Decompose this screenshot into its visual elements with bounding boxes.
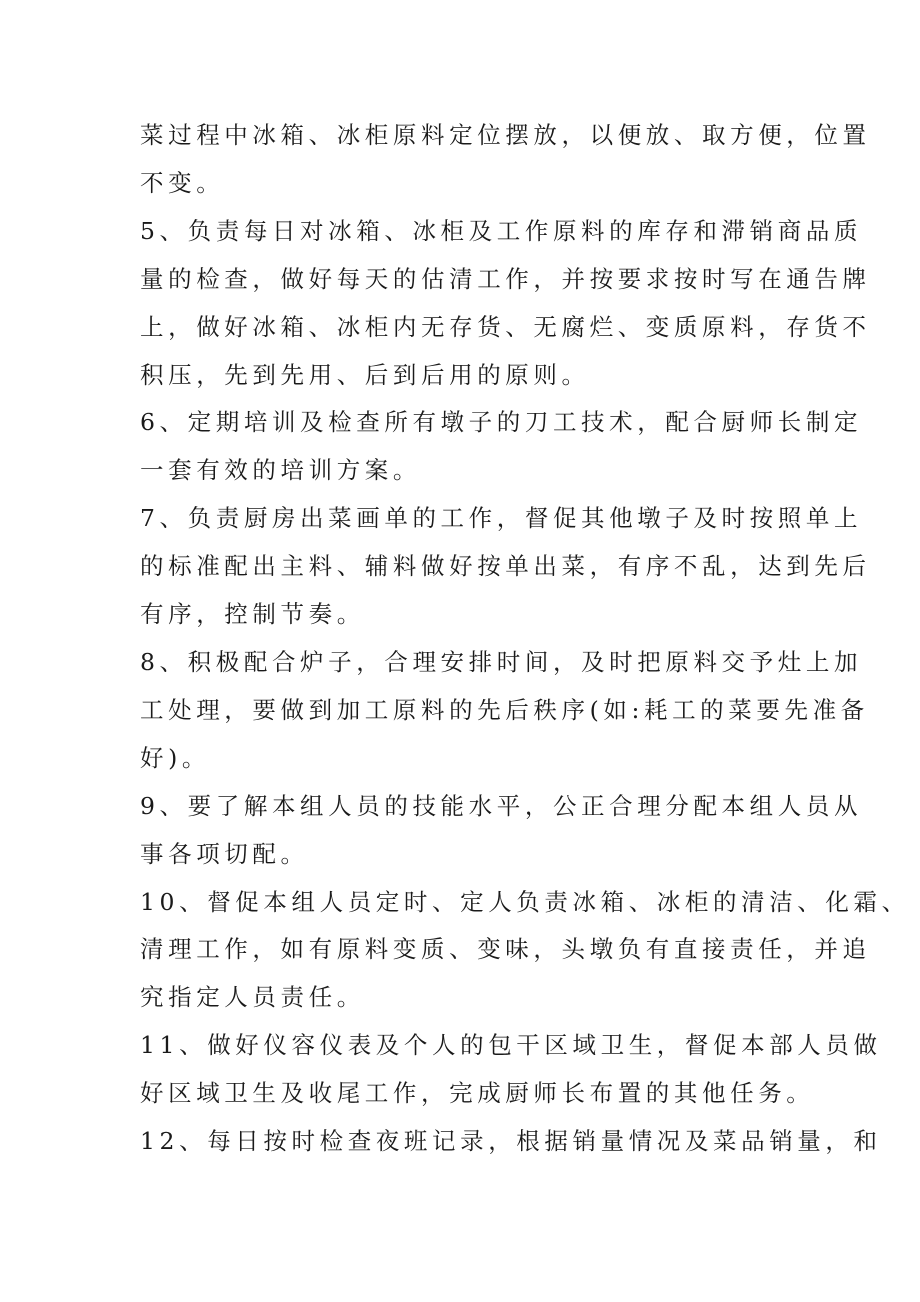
text-line: 工处理，要做到加工原料的先后秩序(如:耗工的菜要先准备 bbox=[140, 695, 869, 724]
paragraph-item-5 bbox=[140, 208, 871, 400]
text-line: 11、做好仪容仪表及个人的包干区域卫生，督促本部人员做 bbox=[140, 1031, 882, 1060]
text-line: 好区域卫生及收尾工作，完成厨师长布置的其他任务。 bbox=[140, 1079, 815, 1108]
text-line: 有序，控制节奏。 bbox=[140, 600, 365, 629]
text-line: 积压，先到先用、后到后用的原则。 bbox=[140, 360, 590, 389]
paragraph-item-11 bbox=[140, 1022, 882, 1118]
paragraph-item-10 bbox=[140, 879, 910, 1023]
text-line: 究指定人员责任。 bbox=[140, 983, 365, 1012]
text-line: 事各项切配。 bbox=[140, 839, 309, 868]
paragraph-item-8 bbox=[140, 639, 869, 783]
text-line: 好)。 bbox=[140, 743, 210, 772]
text-line: 10、督促本组人员定时、定人负责冰箱、冰柜的清洁、化霜、 bbox=[140, 887, 910, 916]
text-line: 9、要了解本组人员的技能水平，公正合理分配本组人员从 bbox=[140, 791, 863, 820]
document-body bbox=[140, 112, 910, 1166]
text-line: 7、负责厨房出菜画单的工作，督促其他墩子及时按照单上 bbox=[140, 504, 863, 533]
text-line: 量的检查，做好每天的估清工作，并按要求按时写在通告牌 bbox=[140, 264, 871, 293]
paragraph-item-9 bbox=[140, 783, 863, 879]
text-line: 一套有效的培训方案。 bbox=[140, 456, 421, 485]
text-line: 5、负责每日对冰箱、冰柜及工作原料的库存和滞销商品质 bbox=[140, 216, 863, 245]
paragraph-continuation bbox=[140, 112, 871, 208]
paragraph-item-7 bbox=[140, 495, 871, 639]
paragraph-item-12 bbox=[140, 1118, 882, 1166]
paragraph-item-6 bbox=[140, 399, 863, 495]
text-line: 8、积极配合炉子，合理安排时间，及时把原料交予灶上加 bbox=[140, 647, 863, 676]
text-line: 上，做好冰箱、冰柜内无存货、无腐烂、变质原料，存货不 bbox=[140, 312, 871, 341]
text-line: 菜过程中冰箱、冰柜原料定位摆放，以便放、取方便，位置 bbox=[140, 121, 871, 149]
text-line: 6、定期培训及检查所有墩子的刀工技术，配合厨师长制定 bbox=[140, 408, 863, 437]
text-line: 清理工作，如有原料变质、变味，头墩负有直接责任，并追 bbox=[140, 935, 871, 964]
text-line: 的标准配出主料、辅料做好按单出菜，有序不乱，达到先后 bbox=[140, 552, 871, 581]
text-line: 不变。 bbox=[140, 168, 225, 197]
text-line: 12、每日按时检查夜班记录，根据销量情况及菜品销量，和 bbox=[140, 1127, 882, 1156]
